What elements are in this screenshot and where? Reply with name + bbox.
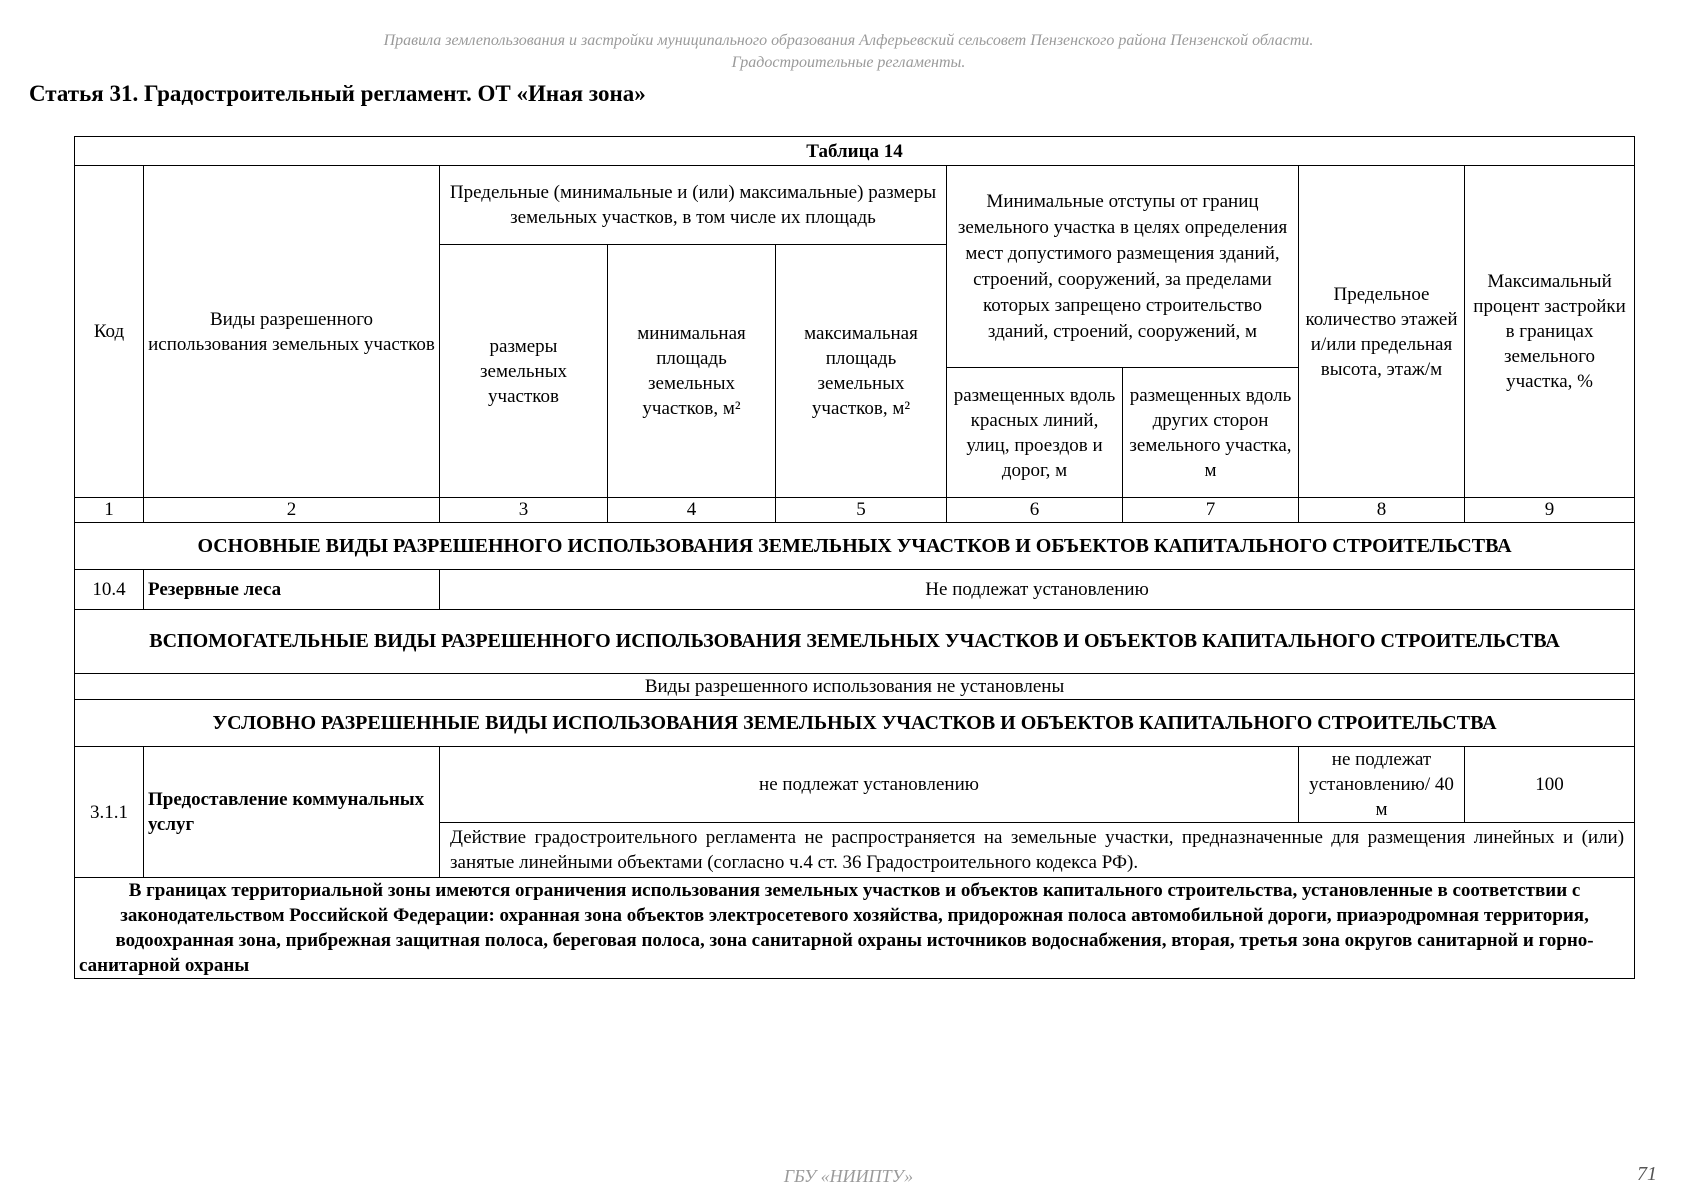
column-number: 8	[1299, 498, 1465, 523]
header-setback-other: размещенных вдоль других сторон земельного участка, м	[1123, 368, 1299, 498]
row-coverage: 100	[1465, 747, 1635, 823]
row-value: Не подлежат установлению	[440, 570, 1635, 610]
column-number: 2	[144, 498, 440, 523]
table-caption-row	[75, 137, 1635, 166]
row-code: 10.4	[75, 570, 144, 610]
header-sizes: размеры земельных участков	[440, 245, 608, 498]
table-row	[75, 570, 1635, 610]
restrictions-row	[75, 878, 1635, 979]
article-title: Статья 31. Градостроительный регламент. ОТ «Иная зона»	[29, 81, 646, 106]
row-remark: Действие градостроительного регламента не распространяется на земельные участки, предназначенные для размещения линейных и (или) занятые линейными объектами (согласно ч.4 ст. 36 Градостроительного кодекса РФ).	[440, 823, 1635, 878]
restrictions-note: В границах территориальной зоны имеются ограничения использования земельных участков и объектов капитального строительства, установленные в соответствии с законодательством Российской Федерации: охранная зона объектов электросетевого хозяйства, придорожная полоса автомобильной дороги, приаэродромная территория, водоохранная зона, прибрежная защитная полоса, береговая полоса, зона санитарной охраны источников водоснабжения, вторая, третья зона округов санитарной и горно-санитарной охраны	[75, 878, 1635, 979]
column-number: 4	[608, 498, 776, 523]
page-footer: ГБУ «НИИПТУ»	[783, 1166, 914, 1186]
column-number: 3	[440, 498, 608, 523]
page-header	[0, 30, 1697, 74]
row-name: Предоставление коммунальных услуг	[144, 747, 440, 878]
section-aux-row	[75, 610, 1635, 674]
header-coverage: Максимальный процент застройки в границах земельного участка, %	[1465, 166, 1635, 498]
column-number: 5	[776, 498, 947, 523]
header-code: Код	[75, 166, 144, 498]
header-line-2: Градостроительные регламенты.	[731, 54, 966, 71]
aux-note: Виды разрешенного использования не установлены	[75, 674, 1635, 700]
table-caption: Таблица 14	[75, 137, 1635, 166]
header-limits-group: Предельные (минимальные и (или) максимальные) размеры земельных участков, в том числе их площадь	[440, 166, 947, 245]
column-number: 6	[947, 498, 1123, 523]
regulation-table	[74, 136, 1635, 979]
header-row-1	[75, 166, 1635, 245]
row-name: Резервные леса	[144, 570, 440, 610]
section-main-heading: ОСНОВНЫЕ ВИДЫ РАЗРЕШЕННОГО ИСПОЛЬЗОВАНИЯ ЗЕМЕЛЬНЫХ УЧАСТКОВ И ОБЪЕКТОВ КАПИТАЛЬНОГО СТРОИТЕЛЬСТВА	[75, 523, 1635, 570]
row-value: не подлежат установлению	[440, 747, 1299, 823]
header-setbacks-group: Минимальные отступы от границ земельного участка в целях определения мест допустимого размещения зданий, строений, сооружений, за пределами которых запрещено строительство зданий, строений, сооружений, м	[947, 166, 1299, 368]
row-code: 3.1.1	[75, 747, 144, 878]
header-min-area: минимальная площадь земельных участков, м²	[608, 245, 776, 498]
section-cond-heading: УСЛОВНО РАЗРЕШЕННЫЕ ВИДЫ ИСПОЛЬЗОВАНИЯ ЗЕМЕЛЬНЫХ УЧАСТКОВ И ОБЪЕКТОВ КАПИТАЛЬНОГО СТРОИТЕЛЬСТВА	[75, 700, 1635, 747]
section-main-row	[75, 523, 1635, 570]
header-line-1: Правила землепользования и застройки муниципального образования Алферьевский сельсовет Пензенского района Пензенской области.	[383, 32, 1314, 49]
header-types: Виды разрешенного использования земельных участков	[144, 166, 440, 498]
page-number: 71	[1637, 1163, 1657, 1185]
section-cond-row	[75, 700, 1635, 747]
section-aux-heading: ВСПОМОГАТЕЛЬНЫЕ ВИДЫ РАЗРЕШЕННОГО ИСПОЛЬЗОВАНИЯ ЗЕМЕЛЬНЫХ УЧАСТКОВ И ОБЪЕКТОВ КАПИТАЛЬНОГО СТРОИТЕЛЬСТВА	[75, 610, 1635, 674]
table-row	[75, 747, 1635, 823]
header-setback-red: размещенных вдоль красных линий, улиц, проездов и дорог, м	[947, 368, 1123, 498]
header-floors: Предельное количество этажей и/или предельная высота, этаж/м	[1299, 166, 1465, 498]
column-number: 7	[1123, 498, 1299, 523]
column-number: 1	[75, 498, 144, 523]
row-floors: не подлежат установлению/ 40 м	[1299, 747, 1465, 823]
column-numbers-row	[75, 498, 1635, 523]
header-max-area: максимальная площадь земельных участков, м²	[776, 245, 947, 498]
aux-note-row	[75, 674, 1635, 700]
column-number: 9	[1465, 498, 1635, 523]
